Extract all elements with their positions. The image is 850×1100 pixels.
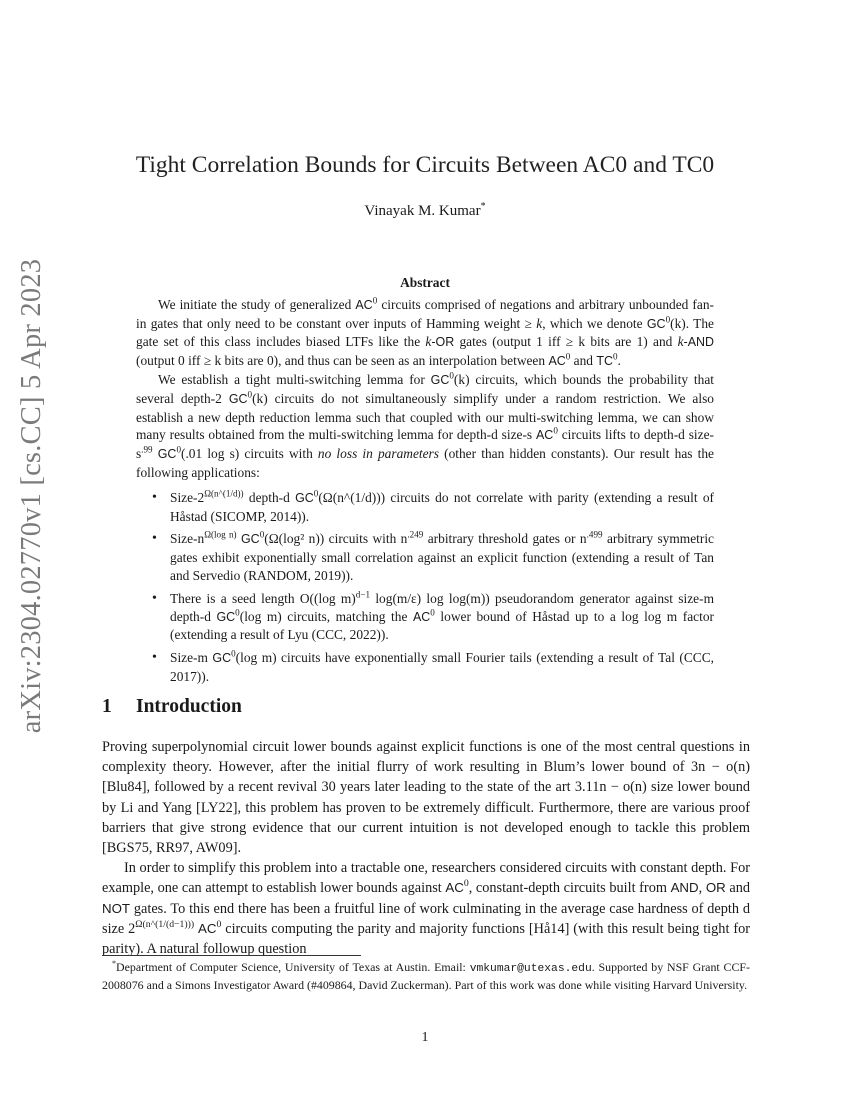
footnote-divider [102,955,361,956]
application-item: • Size-$n^{\Omega(log n)}$ $GC^0(\Omega(\log^2$ n)) circuits with $n^{.249}$ arbitrary threshold gates or $n^{.499}$ arbitrary symmetric gates exhibit exponentially small correlation against an explicit function (extending a result of Tan and Servedio (RANDOM, 2019)). [170,530,714,584]
paper-title: Tight Correlation Bounds for Circuits Between AC0 and TC0 [135,152,715,178]
abstract-paragraph-2: We establish a tight multi-switching lemma for $GC^0(k)$ circuits, which bounds the probability that several depth-2 $GC^0(k)$ circuits do not simultaneously simplify under a random restriction. We also establish a new depth reduction lemma such that coupled with our multi-switching lemma, we can show many results obtained from the multi-switching lemma for depth-d size-s $AC^0$ circuits lifts to depth-d size-$s^{.99}$ $GC^0(.01$ log s) circuits with no loss in parameters (other than hidden constants). Our result has the following applications: [136,370,715,480]
arxiv-identifier-stamp: arXiv:2304.02770v1 [cs.CC] 5 Apr 2023 [16,258,48,734]
section-heading-introduction [102,696,242,718]
author-line [0,203,850,220]
author-name: Vinayak M. Kumar [364,203,481,219]
page-number: 1 [421,1030,429,1045]
author-footnote: *Department of Computer Science, University of Texas at Austin. Email: vmkumar@utexas.edu. Supported by NSF Grant CCF-2008076 and a Simons Investigator Award (#409864, David Zuckerman). Part of this work was done while visiting Harvard University. [102,959,750,992]
abstract [136,274,714,691]
abstract-heading: Abstract [400,275,450,290]
introduction-body [102,737,750,959]
section-title: Introduction [136,696,242,717]
author-footnote-mark[interactable]: * [480,201,486,212]
applications-list [136,489,714,686]
intro-paragraph-1: Proving superpolynomial circuit lower bounds against explicit functions is one of the most central questions in complexity theory. However, after the initial flurry of work resulting in Blum’s lower bound of 3n − o(n) [Blu84], followed by a recent revival 30 years later leading to the state of the art 3.11n − o(n) size lower bound by Li and Yang [LY22], this problem has proven to be extremely difficult. Furthermore, there are various proof barriers that give strong evidence that our current intuition is not developed enough to tackle this problem [BGS75, RR97, AW09]. [102,739,750,857]
intro-paragraph-2: In order to simplify this problem into a tractable one, researchers considered circuits with constant depth. For example, one can attempt to establish lower bounds against $AC^0$, constant-depth circuits built from AND, OR and NOT gates. To this end there has been a fruitful line of work culminating in the average case hardness of depth d size $2^{\Omega(n\^{}(1/(d-1)))}$ $AC^0$ circuits computing the parity and majority functions [Hå14] (with this result being tight for parity). A natural followup question [102,860,750,958]
application-item: • Size-$2^{\Omega(n\^{}(1/d))}$ depth-d $GC^0(\Omega(n\^{}(1/d)))$ circuits do not correlate with parity (extending a result of Håstad (SICOMP, 2014)). [170,489,714,526]
abstract-paragraph-1: We initiate the study of generalized $AC^0$ circuits comprised of negations and arbitrary unbounded fan-in gates that only need to be constant over inputs of Hamming weight ≥ k, which we denote $GC^0(k)$. The gate set of this class includes biased LTFs like the k-OR gates (output 1 iff ≥ k bits are 1) and k-AND (output 0 iff ≥ k bits are 0), and thus can be seen as an interpolation between $AC^0$ and $TC^0$. [136,295,714,369]
section-number: 1 [102,696,112,717]
application-item: • Size-m $GC^0(\log$ m) circuits have exponentially small Fourier tails (extending a result of Tal (CCC, 2017)). [170,649,714,686]
application-item: • There is a seed length O((log m)$^{d-1}$ log(m/ε) log log(m)) pseudorandom generator against size-m depth-d $GC^0(\log$ m) circuits, matching the $AC^0$ lower bound of Håstad up to a log log m factor (extending a result of Lyu (CCC, 2022)). [170,590,714,644]
email-link[interactable]: vmkumar@utexas.edu [469,963,592,975]
